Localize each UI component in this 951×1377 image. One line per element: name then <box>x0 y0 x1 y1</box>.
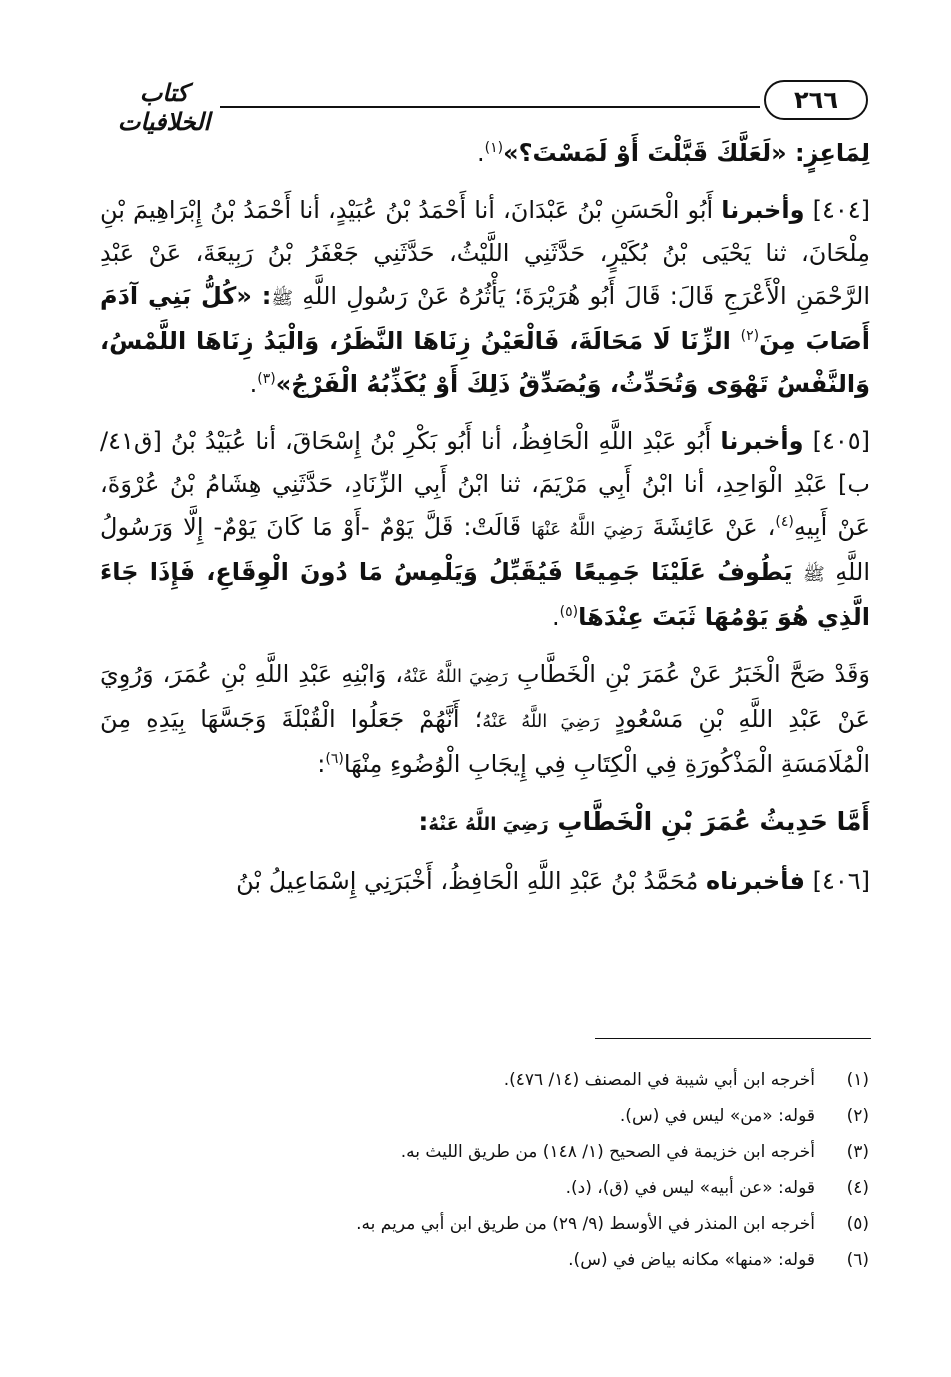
footnote-4 <box>99 1170 869 1206</box>
hadith-number-404: [٤٠٤] <box>812 196 870 224</box>
book-title: كتاب الخلافيات <box>117 78 211 136</box>
page-number: ٢٦٦ <box>764 80 868 120</box>
footnote-text: قوله: «عن أبيه» ليس في (ق)، (د). <box>565 1178 815 1198</box>
isnad-405-a: أَبُو عَبْدِ اللَّهِ الْحَافِظُ، أنا أَبُو بَكْرِ بْنُ إِسْحَاقَ، أنا عُبَيْدُ بْنُ <box>170 427 712 455</box>
hadith-406 <box>100 860 870 903</box>
footnote-ref-3: (٣) <box>257 371 276 387</box>
footnote-3 <box>99 1134 869 1170</box>
footnote-text: أخرجه ابن المنذر في الأوسط (٩/ ٢٩) من طريق ابن أبي مريم به. <box>356 1214 815 1234</box>
footnote-6 <box>99 1242 869 1278</box>
isnad-406: مُحَمَّدُ بْنُ عَبْدِ اللَّهِ الْحَافِظُ، أَخْبَرَنِي إِسْمَاعِيلُ بْنُ <box>236 867 699 895</box>
akhbarana-405: وأخبرنا <box>720 427 804 455</box>
heading-text: أَمَّا حَدِيثُ عُمَرَ بْنِ الْخَطَّابِ <box>557 807 870 836</box>
section-heading <box>100 800 870 846</box>
isnad-405-b: عَبْدِ الْوَاحِدِ، أنا ابْنُ أَبِي مَرْيَمَ، ثنا ابْنُ أَبِي الزِّنَادِ، حَدَّثَنِي هِشَامُ بْنُ عُرْوَةَ، عَنْ أَبِيهِ <box>100 470 870 541</box>
matn-405-a: قَالَتْ: قَلَّ يَوْمٌ -أَوْ مَا كَانَ يَوْمٌ- إِلَّا وَرَسُولُ اللَّهِ <box>100 513 870 586</box>
page-header <box>108 70 868 136</box>
footnote-ref-2: (٢) <box>740 328 760 344</box>
footnote-separator <box>595 1038 871 1039</box>
end-404: . <box>249 370 258 398</box>
footnote-ref-6: (٦) <box>325 751 344 767</box>
matn-405-b: يَطُوفُ عَلَيْنَا جَمِيعًا فَيُقَبِّلُ وَيَلْمِسُ مَا دُونَ الْوِقَاعِ، فَإِذَا جَاءَ الَّذِي هُوَ يَوْمُهَا ثَبَتَ عِنْدَهَا <box>100 558 870 631</box>
honorific-umar: رَضِيَ اللَّهُ عَنْهُ <box>403 666 508 687</box>
footnote-ref-5: (٥) <box>559 604 579 620</box>
intro-text: لِمَاعِزٍ: «لَعَلَّكَ قَبَّلْتَ أَوْ لَمَسْتَ؟» <box>503 139 870 167</box>
footnote-marker: (٤) <box>846 1178 869 1198</box>
body-text <box>100 132 870 917</box>
heading-end: : <box>418 807 429 836</box>
manuscript-marker: [ق٤١/ب] <box>100 427 870 498</box>
footnote-marker: (١) <box>846 1070 869 1090</box>
footnote-ref-4: (٤) <box>775 514 794 530</box>
footnote-text: أخرجه ابن خزيمة في الصحيح (١/ ١٤٨) من طريق الليث به. <box>400 1142 815 1162</box>
isnad-404: أَبُو الْحَسَنِ بْنُ عَبْدَانَ، أنا أَحْمَدُ بْنُ عُبَيْدٍ، أنا أَحْمَدُ بْنُ إِبْرَاهِيمَ بْنِ مِلْحَانَ، ثنا يَحْيَى بْنُ بُكَيْرٍ، حَدَّثَنِي اللَّيْثُ، حَدَّثَنِي جَعْفَرُ بْنُ رَبِيعَةَ، عَنْ عَبْدِ الرَّحْمَنِ الْأَعْرَجِ قَالَ: قَالَ أَبُو هُرَيْرَةَ؛ يَأْثُرُهُ عَنْ رَسُولِ اللَّهِ <box>100 196 870 310</box>
commentary-a: وَقَدْ صَحَّ الْخَبَرُ عَنْ عُمَرَ بْنِ الْخَطَّابِ <box>516 660 871 688</box>
footnote-marker: (٥) <box>846 1214 869 1234</box>
footnote-marker: (٣) <box>846 1142 869 1162</box>
footnote-text: قوله: «من» ليس في (س). <box>619 1106 815 1126</box>
footnote-5 <box>99 1206 869 1242</box>
matn-404-b: الزِّنَا لَا مَحَالَةَ، فَالْعَيْنُ زِنَاهَا النَّظَرُ، وَالْيَدُ زِنَاهَا اللَّمْسُ، وَالنَّفْسُ تَهْوَى وَتُحَدِّثُ، وَيُصَدِّقُ ذَلِكَ أَوْ يُكَذِّبُهُ الْفَرْجُ» <box>100 327 870 398</box>
honorific-ibn-masud: رَضِيَ اللَّهُ عَنْهُ <box>482 711 600 732</box>
footnote-ref-1: (١) <box>484 140 504 156</box>
hadith-number-406: [٤٠٦] <box>812 867 870 895</box>
footnote-marker: (٢) <box>846 1106 869 1126</box>
end-405: . <box>551 603 560 631</box>
akhbarana-406: فأخبرناه <box>705 867 805 895</box>
intro-line: لِمَاعِزٍ: «لَعَلَّكَ قَبَّلْتَ أَوْ لَمَسْتَ؟»$^{(١)}$. <box>477 139 870 167</box>
matn-404-a: : «كُلُّ بَنِي آدَمَ أَصَابَ مِنَ <box>100 282 870 355</box>
footnote-text: قوله: «منها» مكانه بياض في (س). <box>568 1250 815 1270</box>
commentary-end: : <box>317 750 326 778</box>
isnad-405-c: ، عَنْ عَائِشَةَ <box>652 513 776 541</box>
honorific-aisha: رَضِيَ اللَّهُ عَنْهَا <box>531 519 643 540</box>
footnote-marker: (٦) <box>846 1250 869 1270</box>
header-rule <box>220 106 760 108</box>
footnotes <box>99 1062 869 1278</box>
commentary-b: ، وَابْنِهِ عَبْدِ اللَّهِ بْنِ عُمَرَ، وَرُوِيَ عَنْ عَبْدِ اللَّهِ بْنِ مَسْعُودٍ <box>100 660 871 733</box>
footnote-2 <box>99 1098 869 1134</box>
salutation-405: ﷺ <box>802 564 825 585</box>
hadith-405 <box>100 420 870 639</box>
salutation-404: ﷺ <box>271 288 294 309</box>
commentary-paragraph <box>100 653 870 786</box>
footnote-text: أخرجه ابن أبي شيبة في المصنف (١٤/ ٤٧٦). <box>503 1070 815 1090</box>
commentary-c: ؛ أَنَّهُمْ جَعَلُوا الْقُبْلَةَ وَجَسَّهَا بِيَدِهِ مِنَ الْمُلَامَسَةِ الْمَذْكُورَةِ فِي الْكِتَابِ فِي إِيجَابِ الْوُضُوءِ مِنْهَا <box>100 705 870 778</box>
hadith-404 <box>100 189 870 406</box>
hadith-number-405: [٤٠٥] <box>812 427 870 455</box>
akhbarana-404: وأخبرنا <box>721 196 805 224</box>
heading-honorific: رَضِيَ اللَّهُ عَنْهُ <box>428 814 549 835</box>
footnote-1 <box>99 1062 869 1098</box>
